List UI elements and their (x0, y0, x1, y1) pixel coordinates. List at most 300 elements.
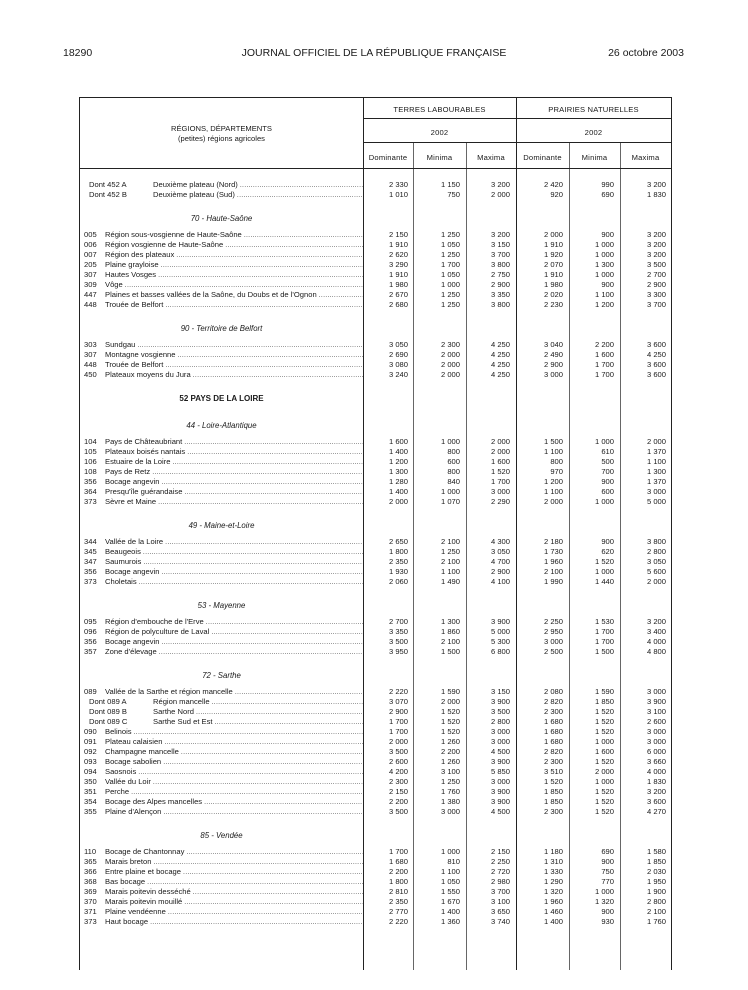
value-pn-minima: 770 (601, 877, 614, 886)
value-pn-maxima: 2 800 (646, 897, 666, 906)
value-pn-dominante: 1 960 (543, 897, 563, 906)
table-row (80, 877, 671, 887)
value-tl-maxima: 4 100 (490, 577, 510, 586)
value-tl-minima: 1 400 (440, 907, 460, 916)
region-code: 344 (84, 537, 97, 546)
value-pn-dominante: 2 100 (543, 567, 563, 576)
value-pn-dominante: 1 980 (543, 280, 563, 289)
value-tl-maxima: 3 000 (490, 727, 510, 736)
value-pn-minima: 1 700 (594, 370, 614, 379)
table-row (80, 477, 671, 487)
value-pn-dominante: 1 920 (543, 250, 563, 259)
region-code: 307 (84, 350, 97, 359)
region-code: 357 (84, 647, 97, 656)
value-tl-minima: 2 100 (440, 557, 460, 566)
region-name: Trouée de Belfort ..... (105, 360, 363, 371)
value-pn-maxima: 3 500 (646, 260, 666, 269)
value-tl-minima: 1 700 (440, 260, 460, 269)
table-row (80, 857, 671, 867)
value-tl-dominante: 1 280 (388, 477, 408, 486)
regions-header-line1: RÉGIONS, DÉPARTEMENTS (171, 124, 272, 133)
table-row (80, 370, 671, 380)
group-header-prairies-naturelles: PRAIRIES NATURELLES (548, 105, 639, 114)
value-tl-minima: 750 (447, 190, 460, 199)
value-tl-dominante: 2 350 (388, 557, 408, 566)
value-tl-minima: 1 000 (440, 280, 460, 289)
region-name: Belinois ..... (105, 727, 363, 738)
value-pn-dominante: 1 310 (543, 857, 563, 866)
value-pn-maxima: 3 200 (646, 230, 666, 239)
value-tl-dominante: 2 600 (388, 757, 408, 766)
value-tl-minima: 1 070 (440, 497, 460, 506)
value-pn-minima: 1 520 (594, 757, 614, 766)
value-pn-maxima: 3 600 (646, 360, 666, 369)
value-pn-maxima: 1 760 (646, 917, 666, 926)
value-pn-maxima: 3 200 (646, 787, 666, 796)
value-pn-maxima: 4 000 (646, 637, 666, 646)
value-tl-maxima: 3 000 (490, 737, 510, 746)
value-tl-maxima: 2 720 (490, 867, 510, 876)
section-heading: 85 - Vendée (200, 831, 243, 840)
value-pn-dominante: 970 (550, 467, 563, 476)
col-header-dominante: Dominante (368, 153, 408, 162)
value-pn-maxima: 1 950 (646, 877, 666, 886)
table-row (80, 867, 671, 877)
value-pn-maxima: 1 580 (646, 847, 666, 856)
table-row (80, 847, 671, 857)
table-row (80, 577, 671, 587)
value-tl-maxima: 3 800 (490, 300, 510, 309)
value-tl-dominante: 1 200 (388, 457, 408, 466)
value-tl-maxima: 3 200 (490, 180, 510, 189)
value-pn-minima: 1 520 (594, 787, 614, 796)
region-name: Sundgau ..... (105, 340, 363, 351)
value-pn-minima: 900 (601, 857, 614, 866)
value-tl-dominante: 2 220 (388, 917, 408, 926)
table-row (80, 907, 671, 917)
region-name: Plaine d'Alençon ..... (105, 807, 363, 818)
value-tl-maxima: 4 250 (490, 340, 510, 349)
value-tl-dominante: 2 150 (388, 787, 408, 796)
value-pn-dominante: 1 680 (543, 727, 563, 736)
region-code: 368 (84, 877, 97, 886)
value-tl-maxima: 2 750 (490, 270, 510, 279)
value-tl-maxima: 3 900 (490, 617, 510, 626)
col-header-maxima: Maxima (477, 153, 505, 162)
value-pn-maxima: 4 250 (646, 350, 666, 359)
value-pn-minima: 1 100 (594, 290, 614, 299)
section-heading: 70 - Haute-Saône (190, 214, 253, 223)
value-pn-maxima: 6 000 (646, 747, 666, 756)
value-pn-maxima: 3 200 (646, 180, 666, 189)
value-tl-dominante: 3 050 (388, 340, 408, 349)
value-pn-dominante: 2 250 (543, 617, 563, 626)
region-code: 355 (84, 807, 97, 816)
table-row (80, 797, 671, 807)
value-tl-maxima: 6 800 (490, 647, 510, 656)
value-tl-maxima: 3 740 (490, 917, 510, 926)
value-tl-maxima: 3 900 (490, 797, 510, 806)
subregion-code: Dont 089 C (89, 717, 128, 726)
value-tl-minima: 1 100 (440, 567, 460, 576)
region-code: 007 (84, 250, 97, 259)
value-pn-dominante: 1 730 (543, 547, 563, 556)
value-pn-maxima: 3 000 (646, 737, 666, 746)
value-pn-dominante: 2 000 (543, 230, 563, 239)
value-pn-minima: 930 (601, 917, 614, 926)
value-tl-minima: 3 100 (440, 767, 460, 776)
region-name: Montagne vosgienne ..... (105, 350, 363, 361)
value-tl-maxima: 3 350 (490, 290, 510, 299)
value-tl-dominante: 1 910 (388, 240, 408, 249)
value-pn-maxima: 2 000 (646, 577, 666, 586)
value-pn-minima: 1 000 (594, 497, 614, 506)
value-pn-maxima: 3 200 (646, 240, 666, 249)
value-pn-maxima: 4 800 (646, 647, 666, 656)
value-pn-minima: 610 (601, 447, 614, 456)
value-pn-dominante: 1 320 (543, 887, 563, 896)
value-pn-maxima: 1 850 (646, 857, 666, 866)
value-pn-minima: 500 (601, 457, 614, 466)
year-header: 2002 (430, 128, 449, 137)
value-pn-dominante: 920 (550, 190, 563, 199)
region-code: 356 (84, 567, 97, 576)
value-tl-maxima: 3 900 (490, 697, 510, 706)
page-number: 18290 (63, 47, 93, 59)
value-tl-maxima: 3 150 (490, 240, 510, 249)
value-tl-minima: 1 300 (440, 617, 460, 626)
value-tl-dominante: 1 700 (388, 717, 408, 726)
region-name: Hautes Vosges ..... (105, 270, 363, 281)
section-heading: 49 - Maine-et-Loire (188, 521, 255, 530)
value-tl-dominante: 1 400 (388, 447, 408, 456)
value-tl-dominante: 1 600 (388, 437, 408, 446)
value-pn-minima: 1 700 (594, 637, 614, 646)
value-tl-maxima: 3 000 (490, 487, 510, 496)
value-tl-maxima: 2 250 (490, 857, 510, 866)
value-pn-dominante: 1 100 (543, 487, 563, 496)
section-heading: 53 - Mayenne (197, 601, 246, 610)
value-tl-minima: 800 (447, 447, 460, 456)
value-tl-dominante: 3 290 (388, 260, 408, 269)
value-tl-dominante: 2 670 (388, 290, 408, 299)
table-row (80, 497, 671, 507)
region-code: 365 (84, 857, 97, 866)
value-tl-dominante: 1 700 (388, 727, 408, 736)
region-name: Marais poitevin desséché ..... (105, 887, 363, 898)
subregion-code: Dont 452 A (89, 180, 127, 189)
region-code: 307 (84, 270, 97, 279)
value-tl-dominante: 3 500 (388, 747, 408, 756)
section-heading: 72 - Sarthe (202, 671, 241, 680)
value-pn-dominante: 1 990 (543, 577, 563, 586)
region-code: 092 (84, 747, 97, 756)
value-pn-maxima: 1 370 (646, 447, 666, 456)
table-row (80, 897, 671, 907)
value-tl-minima: 3 000 (440, 807, 460, 816)
value-pn-minima: 2 200 (594, 340, 614, 349)
value-tl-dominante: 3 500 (388, 637, 408, 646)
value-pn-minima: 1 530 (594, 617, 614, 626)
region-name: Vallée de la Sarthe et région mancelle ..... (105, 687, 363, 698)
table-row (80, 537, 671, 547)
value-pn-minima: 1 000 (594, 777, 614, 786)
value-tl-minima: 2 200 (440, 747, 460, 756)
table-row (80, 230, 671, 240)
region-code: 091 (84, 737, 97, 746)
value-tl-maxima: 4 700 (490, 557, 510, 566)
value-tl-minima: 1 000 (440, 847, 460, 856)
value-tl-minima: 1 050 (440, 877, 460, 886)
value-tl-dominante: 4 200 (388, 767, 408, 776)
region-name: Haut bocage ..... (105, 917, 363, 928)
value-pn-dominante: 2 300 (543, 807, 563, 816)
page-header (0, 47, 748, 61)
value-tl-dominante: 1 930 (388, 567, 408, 576)
value-pn-minima: 900 (601, 537, 614, 546)
value-pn-dominante: 2 500 (543, 647, 563, 656)
value-pn-dominante: 1 680 (543, 737, 563, 746)
value-tl-dominante: 1 680 (388, 857, 408, 866)
value-tl-minima: 2 000 (440, 370, 460, 379)
region-name: Région sous-vosgienne de Haute-Saône ..... (105, 230, 363, 241)
value-pn-dominante: 2 300 (543, 757, 563, 766)
value-tl-minima: 2 100 (440, 537, 460, 546)
value-tl-maxima: 3 650 (490, 907, 510, 916)
table-row (80, 300, 671, 310)
value-tl-dominante: 2 350 (388, 897, 408, 906)
value-tl-dominante: 2 220 (388, 687, 408, 696)
region-name: Plateaux moyens du Jura ..... (105, 370, 363, 381)
value-pn-maxima: 3 400 (646, 627, 666, 636)
region-code: 105 (84, 447, 97, 456)
table-row (80, 767, 671, 777)
value-tl-minima: 2 000 (440, 350, 460, 359)
table-row (80, 787, 671, 797)
value-tl-minima: 1 250 (440, 290, 460, 299)
region-name: Perche ..... (105, 787, 363, 798)
region-name: Bocage angevin ..... (105, 477, 363, 488)
region-code: 448 (84, 300, 97, 309)
value-tl-minima: 1 500 (440, 647, 460, 656)
region-code: 347 (84, 557, 97, 566)
value-pn-dominante: 1 520 (543, 777, 563, 786)
value-tl-maxima: 3 050 (490, 547, 510, 556)
table-row (80, 250, 671, 260)
region-name: Bocage sabolien ..... (105, 757, 363, 768)
region-name: Région mancelle ..... (153, 697, 363, 708)
value-pn-minima: 900 (601, 280, 614, 289)
region-name: Sarthe Sud et Est ..... (153, 717, 363, 728)
value-tl-minima: 1 100 (440, 867, 460, 876)
region-name: Bocage de Chantonnay ..... (105, 847, 363, 858)
region-code: 373 (84, 917, 97, 926)
value-tl-minima: 800 (447, 467, 460, 476)
region-code: 095 (84, 617, 97, 626)
value-tl-maxima: 3 700 (490, 250, 510, 259)
group-header-terres-labourables: TERRES LABOURABLES (393, 105, 486, 114)
value-pn-minima: 1 520 (594, 557, 614, 566)
value-pn-minima: 1 000 (594, 270, 614, 279)
value-pn-dominante: 3 510 (543, 767, 563, 776)
table-row (80, 270, 671, 280)
value-pn-dominante: 3 000 (543, 370, 563, 379)
value-tl-minima: 1 490 (440, 577, 460, 586)
region-code: 447 (84, 290, 97, 299)
table-row (80, 727, 671, 737)
table-row (80, 567, 671, 577)
value-pn-maxima: 3 000 (646, 687, 666, 696)
value-pn-maxima: 3 660 (646, 757, 666, 766)
value-pn-maxima: 3 600 (646, 340, 666, 349)
value-pn-dominante: 2 070 (543, 260, 563, 269)
table-row (80, 737, 671, 747)
region-name: Région de polyculture de Laval ..... (105, 627, 363, 638)
region-name: Bocage des Alpes mancelles ..... (105, 797, 363, 808)
value-tl-dominante: 2 150 (388, 230, 408, 239)
year-header: 2002 (584, 128, 603, 137)
value-pn-dominante: 1 100 (543, 447, 563, 456)
value-pn-dominante: 1 330 (543, 867, 563, 876)
region-code: 108 (84, 467, 97, 476)
region-code: 371 (84, 907, 97, 916)
region-code: 205 (84, 260, 97, 269)
value-tl-maxima: 2 900 (490, 280, 510, 289)
region-name: Marais breton ..... (105, 857, 363, 868)
value-pn-minima: 700 (601, 467, 614, 476)
value-tl-minima: 1 670 (440, 897, 460, 906)
value-pn-maxima: 2 700 (646, 270, 666, 279)
subregion-code: Dont 089 A (89, 697, 127, 706)
value-tl-dominante: 2 620 (388, 250, 408, 259)
value-tl-minima: 1 380 (440, 797, 460, 806)
value-tl-dominante: 1 910 (388, 270, 408, 279)
value-pn-minima: 1 590 (594, 687, 614, 696)
table-row (80, 447, 671, 457)
value-tl-minima: 1 260 (440, 737, 460, 746)
value-tl-dominante: 1 300 (388, 467, 408, 476)
value-tl-dominante: 2 810 (388, 887, 408, 896)
value-pn-minima: 1 200 (594, 300, 614, 309)
table-row (80, 190, 671, 200)
table-row (80, 487, 671, 497)
value-tl-minima: 2 000 (440, 360, 460, 369)
region-code: 309 (84, 280, 97, 289)
value-pn-minima: 1 300 (594, 260, 614, 269)
publication-date: 26 octobre 2003 (608, 47, 684, 59)
value-pn-minima: 750 (601, 867, 614, 876)
region-code: 090 (84, 727, 97, 736)
value-pn-minima: 1 600 (594, 350, 614, 359)
value-tl-dominante: 3 240 (388, 370, 408, 379)
region-name: Bas bocage ..... (105, 877, 363, 888)
value-pn-minima: 900 (601, 230, 614, 239)
value-tl-maxima: 1 600 (490, 457, 510, 466)
value-tl-minima: 1 860 (440, 627, 460, 636)
value-pn-maxima: 1 100 (646, 457, 666, 466)
value-tl-minima: 1 250 (440, 250, 460, 259)
value-tl-maxima: 2 000 (490, 447, 510, 456)
value-pn-minima: 600 (601, 487, 614, 496)
value-pn-maxima: 3 300 (646, 290, 666, 299)
table-row (80, 547, 671, 557)
value-pn-minima: 1 000 (594, 887, 614, 896)
value-pn-maxima: 3 100 (646, 707, 666, 716)
table-row (80, 697, 671, 707)
value-tl-minima: 1 000 (440, 487, 460, 496)
value-pn-maxima: 3 600 (646, 370, 666, 379)
value-pn-dominante: 1 680 (543, 717, 563, 726)
value-pn-minima: 1 440 (594, 577, 614, 586)
value-tl-dominante: 2 060 (388, 577, 408, 586)
land-price-table (79, 97, 672, 970)
col-header-maxima: Maxima (631, 153, 660, 162)
region-code: 356 (84, 637, 97, 646)
value-pn-maxima: 3 700 (646, 300, 666, 309)
region-code: 005 (84, 230, 97, 239)
value-tl-minima: 810 (447, 857, 460, 866)
value-pn-dominante: 1 460 (543, 907, 563, 916)
value-pn-maxima: 1 300 (646, 467, 666, 476)
value-tl-dominante: 3 350 (388, 627, 408, 636)
value-pn-minima: 1 500 (594, 647, 614, 656)
region-name: Vallée de la Loire ..... (105, 537, 363, 548)
value-tl-maxima: 4 500 (490, 747, 510, 756)
value-tl-minima: 1 250 (440, 300, 460, 309)
value-pn-dominante: 1 180 (543, 847, 563, 856)
value-tl-minima: 2 000 (440, 697, 460, 706)
table-row (80, 457, 671, 467)
value-pn-dominante: 1 910 (543, 240, 563, 249)
value-tl-minima: 1 250 (440, 777, 460, 786)
value-tl-minima: 1 260 (440, 757, 460, 766)
value-tl-maxima: 5 300 (490, 637, 510, 646)
value-tl-dominante: 2 200 (388, 797, 408, 806)
value-tl-minima: 1 520 (440, 727, 460, 736)
region-name: Bocage angevin ..... (105, 567, 363, 578)
value-tl-dominante: 2 000 (388, 737, 408, 746)
table-row (80, 260, 671, 270)
value-tl-maxima: 3 500 (490, 707, 510, 716)
value-tl-maxima: 2 290 (490, 497, 510, 506)
value-tl-maxima: 2 980 (490, 877, 510, 886)
region-name: Saumurois ..... (105, 557, 363, 568)
value-tl-dominante: 3 070 (388, 697, 408, 706)
value-pn-minima: 900 (601, 907, 614, 916)
value-pn-dominante: 1 400 (543, 917, 563, 926)
value-pn-minima: 1 520 (594, 717, 614, 726)
value-pn-dominante: 1 910 (543, 270, 563, 279)
value-pn-minima: 1 000 (594, 250, 614, 259)
value-pn-maxima: 1 900 (646, 887, 666, 896)
value-pn-maxima: 2 800 (646, 547, 666, 556)
region-name: Plaine grayloise ..... (105, 260, 363, 271)
region-code: 345 (84, 547, 97, 556)
value-tl-minima: 1 000 (440, 437, 460, 446)
value-pn-minima: 1 000 (594, 567, 614, 576)
table-row (80, 917, 671, 927)
value-tl-dominante: 2 700 (388, 617, 408, 626)
section-heading: 44 - Loire-Atlantique (186, 421, 257, 430)
value-pn-minima: 1 000 (594, 437, 614, 446)
value-pn-maxima: 2 100 (646, 907, 666, 916)
value-tl-dominante: 2 690 (388, 350, 408, 359)
value-pn-maxima: 3 900 (646, 697, 666, 706)
table-row (80, 717, 671, 727)
region-code: 356 (84, 477, 97, 486)
value-pn-minima: 690 (601, 190, 614, 199)
value-pn-dominante: 1 850 (543, 797, 563, 806)
